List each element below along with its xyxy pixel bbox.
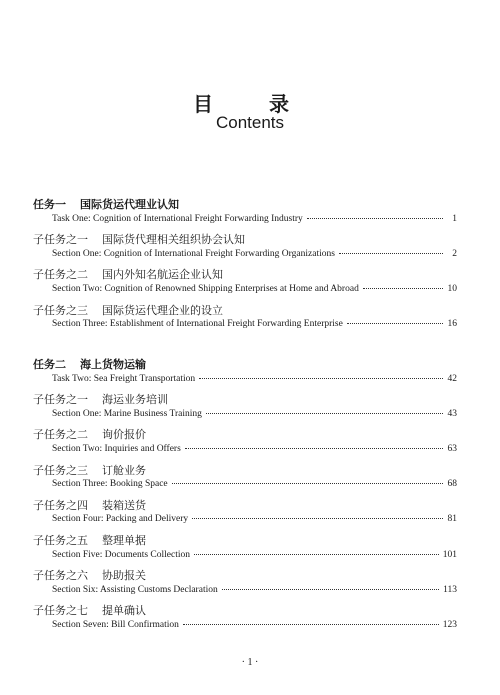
toc-entry-label: Section Two: Inquiries and Offers xyxy=(52,444,181,454)
section-id: 子任务之二 xyxy=(33,428,88,442)
toc-entry-label: Section Four: Packing and Delivery xyxy=(52,514,189,525)
toc-entry-label: Section One: Marine Business Training xyxy=(52,408,202,419)
section-id: 子任务之五 xyxy=(33,534,88,547)
dot-leader xyxy=(194,554,439,555)
toc-entry xyxy=(52,374,457,384)
section-title: 订舱业务 xyxy=(102,463,146,477)
section-title: 提单确认 xyxy=(102,604,146,618)
dot-leader xyxy=(363,288,443,289)
dot-leader xyxy=(307,218,443,219)
section-heading xyxy=(33,231,245,247)
dot-leader xyxy=(339,253,443,254)
task-id: 任务二 xyxy=(33,358,66,371)
toc-entry-label: Section Five: Documents Collection xyxy=(52,549,190,560)
toc-page-number: 42 xyxy=(447,373,457,384)
section-id: 子任务之七 xyxy=(33,604,88,618)
contents-title-english: Contents xyxy=(215,113,285,132)
section-id: 子任务之六 xyxy=(33,569,88,583)
dot-leader xyxy=(185,448,443,449)
toc-entry-label: Task One: Cognition of International Freight Forwarding Industry xyxy=(52,213,303,224)
toc-entry xyxy=(52,284,457,294)
section-title: 国际货代理相关组织协会认知 xyxy=(102,233,245,247)
contents-title-chinese: 目 录 xyxy=(193,92,307,116)
section-heading xyxy=(33,567,146,583)
toc-entry xyxy=(52,409,457,419)
dot-leader xyxy=(192,518,443,519)
task-heading xyxy=(33,196,179,212)
dot-leader xyxy=(222,589,439,590)
section-id: 子任务之三 xyxy=(33,303,88,317)
section-heading xyxy=(33,391,168,407)
section-title: 询价报价 xyxy=(102,428,146,442)
section-id: 子任务之三 xyxy=(33,463,88,477)
section-heading xyxy=(33,426,146,442)
section-title: 海运业务培训 xyxy=(102,393,168,407)
toc-entry xyxy=(52,319,457,329)
task-id: 任务一 xyxy=(33,198,66,211)
toc-entry-label: Task Two: Sea Freight Transportation xyxy=(52,373,196,384)
section-title: 国内外知名航运企业认知 xyxy=(102,268,223,282)
section-id: 子任务之四 xyxy=(33,498,88,512)
section-heading xyxy=(33,266,223,282)
toc-entry-label: Section Six: Assisting Customs Declaration xyxy=(52,584,218,595)
toc-page-number: 113 xyxy=(443,584,457,595)
toc-page-number: 101 xyxy=(442,549,457,560)
section-id: 子任务之二 xyxy=(33,268,88,282)
section-title: 装箱送货 xyxy=(102,498,146,512)
toc-entry xyxy=(52,550,457,560)
toc-entry xyxy=(52,585,457,595)
toc-entry xyxy=(52,444,457,454)
dot-leader xyxy=(172,483,443,484)
dot-leader xyxy=(199,378,443,379)
task-title: 国际货运代理业认知 xyxy=(80,198,179,211)
section-heading xyxy=(33,462,146,478)
toc-entry xyxy=(52,514,457,524)
toc-entry-label: Section Three: Establishment of International Freight Forwarding Enterprise xyxy=(52,319,343,330)
section-id: 子任务之一 xyxy=(33,393,88,407)
toc-entry-label: Section One: Cognition of International Freight Forwarding Organizations xyxy=(52,248,335,259)
toc-entry xyxy=(52,620,457,630)
dot-leader xyxy=(183,624,439,625)
toc-page-number: 68 xyxy=(447,479,457,490)
page-number: · 1 · xyxy=(241,657,259,668)
toc-entry-label: Section Two: Cognition of Renowned Shipping Enterprises at Home and Abroad xyxy=(52,284,359,294)
toc-entry-label: Section Three: Booking Space xyxy=(52,479,168,490)
task-title: 海上货物运输 xyxy=(80,358,146,371)
toc-page-number: 16 xyxy=(447,319,457,330)
toc-entry xyxy=(52,479,457,489)
toc-page-number: 81 xyxy=(447,514,457,525)
toc-page-number: 123 xyxy=(442,620,457,630)
section-heading xyxy=(33,497,146,513)
section-id: 子任务之一 xyxy=(33,233,88,247)
toc-page-number: 63 xyxy=(447,444,457,454)
dot-leader xyxy=(347,323,443,324)
task-heading xyxy=(33,356,146,372)
section-heading xyxy=(33,302,223,318)
toc-entry xyxy=(52,214,457,224)
section-title: 国际货运代理企业的设立 xyxy=(102,303,223,317)
section-heading xyxy=(33,532,146,548)
section-heading xyxy=(33,602,146,618)
toc-page-number: 2 xyxy=(452,248,457,259)
section-title: 整理单据 xyxy=(102,534,146,547)
section-title: 协助报关 xyxy=(102,569,146,583)
toc-entry xyxy=(52,249,457,259)
dot-leader xyxy=(206,413,443,414)
toc-page-number: 10 xyxy=(447,284,457,294)
toc-page-number: 43 xyxy=(447,408,457,419)
toc-page-number: 1 xyxy=(452,213,457,224)
toc-entry-label: Section Seven: Bill Confirmation xyxy=(52,620,179,630)
